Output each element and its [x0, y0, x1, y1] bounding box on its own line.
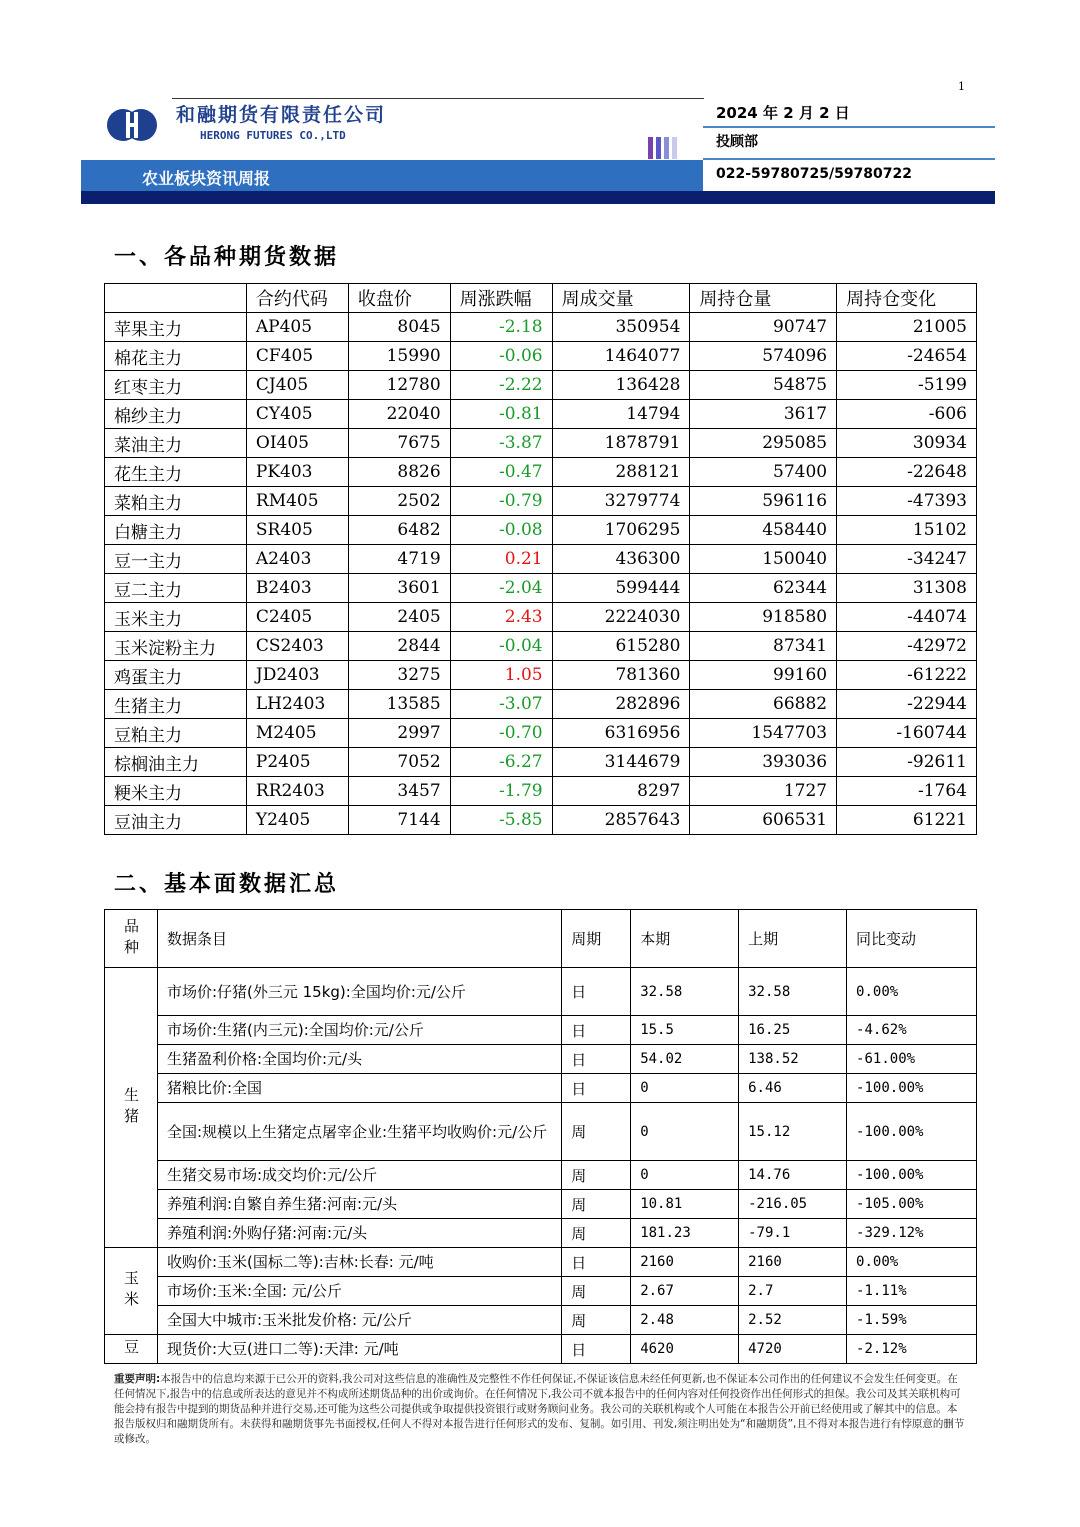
futures-cell: M2405 — [246, 719, 348, 748]
futures-header-cell: 周持仓量 — [690, 284, 837, 313]
futures-cell: -160744 — [837, 719, 977, 748]
fundamentals-cell: 全国大中城市:玉米批发价格: 元/公斤 — [157, 1306, 561, 1335]
fundamentals-table — [104, 909, 977, 1364]
fundamentals-cell: 生猪交易市场:成交均价:元/公斤 — [157, 1161, 561, 1190]
disclaimer-text: 本报告中的信息均来源于已公开的资料,我公司对这些信息的准确性及完整性不作任何保证,不保证该信息未经任何更新,也不保证本公司作出的任何建议不会发生任何变更。在任何情况下,报告中的信息或所表达的意见并不构成所述期货品种的出价或询价。在任何情况下,我公司不就本报告中的任何内容对任何投资作出任何形式的担保。我公司及其关联机构可能会持有报告中提到的期货品种并进行交易,还可能为这些公司提供或争取提供投资银行或财务顾问业务。我公司的关联机构或个人可能在本报告公开前已经使用或了解其中的信息。本报告版权归和融期货所有。未获得和融期货事先书面授权,任何人不得对本报告进行任何形式的发布、复制。如引用、刊发,须注明出处为“和融期货”,且不得对本报告进行有悖原意的删节或修改。 — [114, 1373, 965, 1445]
header-rule-left — [172, 98, 704, 99]
fundamentals-cell: 16.25 — [739, 1016, 847, 1045]
futures-cell: -2.04 — [450, 574, 552, 603]
futures-cell: 6316956 — [552, 719, 690, 748]
fundamentals-cell: 猪粮比价:全国 — [157, 1074, 561, 1103]
futures-cell: 3279774 — [552, 487, 690, 516]
futures-cell: 花生主力 — [105, 458, 247, 487]
fundamentals-cell: 2.48 — [631, 1306, 739, 1335]
variety-cell: 豆 — [105, 1335, 158, 1364]
futures-header-row — [105, 284, 977, 313]
fundamentals-cell: 全国:规模以上生猪定点屠宰企业:生猪平均收购价:元/公斤 — [157, 1103, 561, 1161]
futures-header-cell — [105, 284, 247, 313]
fundamentals-cell: 日 — [562, 1045, 631, 1074]
futures-cell: 3275 — [348, 661, 450, 690]
futures-cell: 2997 — [348, 719, 450, 748]
futures-cell: 红枣主力 — [105, 371, 247, 400]
department: 投顾部 — [716, 134, 758, 150]
futures-header-cell: 周持仓变化 — [837, 284, 977, 313]
futures-cell: 458440 — [690, 516, 837, 545]
futures-cell: 1.05 — [450, 661, 552, 690]
futures-cell: 90747 — [690, 313, 837, 342]
futures-cell: -42972 — [837, 632, 977, 661]
fundamentals-cell: -2.12% — [847, 1335, 977, 1364]
futures-cell: 白糖主力 — [105, 516, 247, 545]
futures-cell: 1464077 — [552, 342, 690, 371]
fundamentals-cell: 2160 — [739, 1248, 847, 1277]
futures-cell: 生猪主力 — [105, 690, 247, 719]
fundamentals-cell: 4620 — [631, 1335, 739, 1364]
fundamentals-cell: 15.12 — [739, 1103, 847, 1161]
futures-cell: 1547703 — [690, 719, 837, 748]
futures-cell: 8297 — [552, 777, 690, 806]
futures-cell: Y2405 — [246, 806, 348, 835]
fundamentals-cell: -61.00% — [847, 1045, 977, 1074]
fundamentals-cell: 周 — [562, 1103, 631, 1161]
futures-cell: 282896 — [552, 690, 690, 719]
header-period: 周期 — [562, 910, 631, 968]
futures-cell: -5.85 — [450, 806, 552, 835]
futures-cell: 436300 — [552, 545, 690, 574]
disclaimer — [114, 1372, 966, 1447]
futures-cell: B2403 — [246, 574, 348, 603]
futures-cell: -24654 — [837, 342, 977, 371]
futures-row — [105, 429, 977, 458]
futures-cell: 15990 — [348, 342, 450, 371]
fundamentals-cell: 2160 — [631, 1248, 739, 1277]
fundamentals-cell: 养殖利润:自繁自养生猪:河南:元/头 — [157, 1190, 561, 1219]
futures-cell: 玉米淀粉主力 — [105, 632, 247, 661]
fundamentals-row — [105, 1306, 977, 1335]
fundamentals-cell: 周 — [562, 1306, 631, 1335]
futures-cell: 2502 — [348, 487, 450, 516]
futures-cell: RM405 — [246, 487, 348, 516]
futures-row — [105, 748, 977, 777]
futures-cell: 288121 — [552, 458, 690, 487]
futures-cell: CY405 — [246, 400, 348, 429]
futures-cell: 54875 — [690, 371, 837, 400]
futures-cell: 6482 — [348, 516, 450, 545]
futures-cell: 599444 — [552, 574, 690, 603]
header-rule-right-2 — [703, 158, 995, 160]
futures-cell: -44074 — [837, 603, 977, 632]
section-2-title: 二、基本面数据汇总 — [114, 871, 340, 897]
fundamentals-cell: -79.1 — [739, 1219, 847, 1248]
disclaimer-label: 重要声明: — [114, 1373, 161, 1385]
fundamentals-row — [105, 1103, 977, 1161]
futures-cell: 棉花主力 — [105, 342, 247, 371]
futures-row — [105, 516, 977, 545]
fundamentals-cell: 日 — [562, 1016, 631, 1045]
report-title: 农业板块资讯周报 — [142, 169, 271, 188]
fundamentals-header-row — [105, 910, 977, 968]
fundamentals-cell: 14.76 — [739, 1161, 847, 1190]
fundamentals-cell: 2.67 — [631, 1277, 739, 1306]
futures-cell: 295085 — [690, 429, 837, 458]
futures-cell: PK403 — [246, 458, 348, 487]
fundamentals-cell: 138.52 — [739, 1045, 847, 1074]
futures-cell: 2405 — [348, 603, 450, 632]
fundamentals-row — [105, 1074, 977, 1103]
phone-number: 022-59780725/59780722 — [716, 166, 913, 182]
fundamentals-cell: 0 — [631, 1074, 739, 1103]
futures-cell: C2405 — [246, 603, 348, 632]
fundamentals-row — [105, 1016, 977, 1045]
futures-cell: -0.08 — [450, 516, 552, 545]
futures-cell: 606531 — [690, 806, 837, 835]
futures-row — [105, 545, 977, 574]
futures-cell: 574096 — [690, 342, 837, 371]
futures-cell: -22648 — [837, 458, 977, 487]
futures-cell: 2.43 — [450, 603, 552, 632]
fundamentals-cell: 6.46 — [739, 1074, 847, 1103]
variety-cell: 玉米 — [105, 1248, 158, 1335]
futures-table — [104, 283, 977, 835]
fundamentals-cell: 生猪盈利价格:全国均价:元/头 — [157, 1045, 561, 1074]
futures-row — [105, 574, 977, 603]
futures-cell: -1764 — [837, 777, 977, 806]
futures-cell: -1.79 — [450, 777, 552, 806]
fundamentals-cell: 54.02 — [631, 1045, 739, 1074]
futures-cell: 66882 — [690, 690, 837, 719]
fundamentals-cell: 日 — [562, 1074, 631, 1103]
fundamentals-cell: 周 — [562, 1277, 631, 1306]
futures-cell: 15102 — [837, 516, 977, 545]
fundamentals-row — [105, 1045, 977, 1074]
fundamentals-cell: 0.00% — [847, 968, 977, 1016]
futures-cell: 1706295 — [552, 516, 690, 545]
header-current: 本期 — [631, 910, 739, 968]
futures-cell: -606 — [837, 400, 977, 429]
futures-row — [105, 777, 977, 806]
fundamentals-cell: 现货价:大豆(进口二等):天津: 元/吨 — [157, 1335, 561, 1364]
futures-cell: 62344 — [690, 574, 837, 603]
fundamentals-cell: 周 — [562, 1161, 631, 1190]
futures-cell: 21005 — [837, 313, 977, 342]
futures-cell: -47393 — [837, 487, 977, 516]
fundamentals-cell: -100.00% — [847, 1103, 977, 1161]
company-name-en: HERONG FUTURES CO.,LTD — [200, 129, 346, 142]
futures-cell: -0.79 — [450, 487, 552, 516]
futures-cell: 781360 — [552, 661, 690, 690]
futures-cell: -0.81 — [450, 400, 552, 429]
fundamentals-cell: -100.00% — [847, 1074, 977, 1103]
futures-cell: OI405 — [246, 429, 348, 458]
futures-cell: 596116 — [690, 487, 837, 516]
futures-cell: 豆粕主力 — [105, 719, 247, 748]
futures-cell: 14794 — [552, 400, 690, 429]
futures-cell: 玉米主力 — [105, 603, 247, 632]
fundamentals-cell: 市场价:玉米:全国: 元/公斤 — [157, 1277, 561, 1306]
futures-cell: 2857643 — [552, 806, 690, 835]
fundamentals-row — [105, 1248, 977, 1277]
header-change: 同比变动 — [847, 910, 977, 968]
futures-cell: 1727 — [690, 777, 837, 806]
futures-cell: CS2403 — [246, 632, 348, 661]
header-variety: 品种 — [105, 910, 158, 968]
futures-row — [105, 487, 977, 516]
section-1-title: 一、各品种期货数据 — [114, 244, 340, 270]
company-logo — [106, 108, 158, 142]
fundamentals-cell: 市场价:仔猪(外三元 15kg):全国均价:元/公斤 — [157, 968, 561, 1016]
futures-cell: 豆油主力 — [105, 806, 247, 835]
futures-cell: 57400 — [690, 458, 837, 487]
futures-cell: -0.04 — [450, 632, 552, 661]
futures-row — [105, 632, 977, 661]
futures-header-cell: 合约代码 — [246, 284, 348, 313]
futures-cell: CJ405 — [246, 371, 348, 400]
futures-cell: 99160 — [690, 661, 837, 690]
futures-cell: 粳米主力 — [105, 777, 247, 806]
futures-cell: 棕榈油主力 — [105, 748, 247, 777]
futures-row — [105, 603, 977, 632]
futures-cell: 7052 — [348, 748, 450, 777]
futures-cell: 918580 — [690, 603, 837, 632]
fundamentals-cell: -100.00% — [847, 1161, 977, 1190]
report-date: 2024 年 2 月 2 日 — [716, 104, 850, 122]
futures-cell: 3617 — [690, 400, 837, 429]
futures-cell: 136428 — [552, 371, 690, 400]
header-item: 数据条目 — [157, 910, 561, 968]
futures-cell: LH2403 — [246, 690, 348, 719]
futures-cell: 87341 — [690, 632, 837, 661]
fundamentals-cell: 周 — [562, 1190, 631, 1219]
futures-cell: -92611 — [837, 748, 977, 777]
fundamentals-cell: 2.52 — [739, 1306, 847, 1335]
fundamentals-row — [105, 1219, 977, 1248]
company-name-cn: 和融期货有限责任公司 — [176, 104, 387, 126]
fundamentals-cell: 日 — [562, 968, 631, 1016]
fundamentals-cell: -105.00% — [847, 1190, 977, 1219]
futures-cell: JD2403 — [246, 661, 348, 690]
futures-cell: 8045 — [348, 313, 450, 342]
futures-cell: 30934 — [837, 429, 977, 458]
fundamentals-cell: 10.81 — [631, 1190, 739, 1219]
futures-cell: 615280 — [552, 632, 690, 661]
fundamentals-row — [105, 1190, 977, 1219]
futures-row — [105, 400, 977, 429]
fundamentals-row — [105, 968, 977, 1016]
futures-cell: 3601 — [348, 574, 450, 603]
futures-cell: 0.21 — [450, 545, 552, 574]
fundamentals-cell: 181.23 — [631, 1219, 739, 1248]
fundamentals-cell: 4720 — [739, 1335, 847, 1364]
header-previous: 上期 — [739, 910, 847, 968]
futures-cell: 鸡蛋主力 — [105, 661, 247, 690]
futures-cell: -0.70 — [450, 719, 552, 748]
fundamentals-cell: 2.7 — [739, 1277, 847, 1306]
futures-row — [105, 661, 977, 690]
futures-cell: 8826 — [348, 458, 450, 487]
futures-cell: 2224030 — [552, 603, 690, 632]
futures-cell: -34247 — [837, 545, 977, 574]
fundamentals-cell: 15.5 — [631, 1016, 739, 1045]
fundamentals-row — [105, 1277, 977, 1306]
futures-cell: AP405 — [246, 313, 348, 342]
futures-cell: 棉纱主力 — [105, 400, 247, 429]
futures-row — [105, 342, 977, 371]
futures-cell: 7144 — [348, 806, 450, 835]
futures-row — [105, 719, 977, 748]
fundamentals-cell: 周 — [562, 1219, 631, 1248]
futures-header-cell: 周成交量 — [552, 284, 690, 313]
futures-row — [105, 806, 977, 835]
futures-cell: 350954 — [552, 313, 690, 342]
futures-cell: CF405 — [246, 342, 348, 371]
futures-cell: -2.18 — [450, 313, 552, 342]
futures-cell: 2844 — [348, 632, 450, 661]
fundamentals-cell: 32.58 — [739, 968, 847, 1016]
futures-cell: -3.07 — [450, 690, 552, 719]
fundamentals-row — [105, 1161, 977, 1190]
futures-cell: 61221 — [837, 806, 977, 835]
futures-cell: 150040 — [690, 545, 837, 574]
fundamentals-cell: 市场价:生猪(内三元):全国均价:元/公斤 — [157, 1016, 561, 1045]
header-rule-right-1 — [703, 126, 995, 128]
futures-cell: 1878791 — [552, 429, 690, 458]
futures-cell: 7675 — [348, 429, 450, 458]
fundamentals-cell: -4.62% — [847, 1016, 977, 1045]
futures-row — [105, 313, 977, 342]
futures-cell: -2.22 — [450, 371, 552, 400]
fundamentals-cell: 日 — [562, 1335, 631, 1364]
futures-cell: -61222 — [837, 661, 977, 690]
fundamentals-cell: -216.05 — [739, 1190, 847, 1219]
futures-cell: -0.06 — [450, 342, 552, 371]
futures-cell: -3.87 — [450, 429, 552, 458]
futures-cell: 菜油主力 — [105, 429, 247, 458]
futures-cell: 31308 — [837, 574, 977, 603]
fundamentals-row — [105, 1335, 977, 1364]
futures-row — [105, 371, 977, 400]
futures-cell: RR2403 — [246, 777, 348, 806]
futures-cell: A2403 — [246, 545, 348, 574]
header-bottom-bar — [81, 191, 995, 204]
futures-cell: 3457 — [348, 777, 450, 806]
fundamentals-cell: 0.00% — [847, 1248, 977, 1277]
futures-cell: 3144679 — [552, 748, 690, 777]
futures-cell: 苹果主力 — [105, 313, 247, 342]
fundamentals-cell: 32.58 — [631, 968, 739, 1016]
variety-cell: 生猪 — [105, 968, 158, 1248]
futures-cell: 菜粕主力 — [105, 487, 247, 516]
futures-cell: -6.27 — [450, 748, 552, 777]
fundamentals-cell: 收购价:玉米(国标二等):吉林:长春: 元/吨 — [157, 1248, 561, 1277]
futures-cell: SR405 — [246, 516, 348, 545]
fundamentals-cell: 0 — [631, 1103, 739, 1161]
futures-cell: -0.47 — [450, 458, 552, 487]
fundamentals-cell: -1.59% — [847, 1306, 977, 1335]
futures-header-cell: 周涨跌幅 — [450, 284, 552, 313]
futures-header-cell: 收盘价 — [348, 284, 450, 313]
futures-cell: 4719 — [348, 545, 450, 574]
decorative-bars — [648, 137, 680, 159]
fundamentals-cell: 养殖利润:外购仔猪:河南:元/头 — [157, 1219, 561, 1248]
fundamentals-cell: 0 — [631, 1161, 739, 1190]
futures-cell: 393036 — [690, 748, 837, 777]
futures-cell: 豆一主力 — [105, 545, 247, 574]
page-number: 1 — [958, 80, 965, 93]
futures-row — [105, 458, 977, 487]
futures-cell: 豆二主力 — [105, 574, 247, 603]
fundamentals-cell: -1.11% — [847, 1277, 977, 1306]
futures-cell: P2405 — [246, 748, 348, 777]
futures-cell: 13585 — [348, 690, 450, 719]
futures-cell: -5199 — [837, 371, 977, 400]
fundamentals-cell: 日 — [562, 1248, 631, 1277]
futures-cell: -22944 — [837, 690, 977, 719]
futures-cell: 12780 — [348, 371, 450, 400]
futures-cell: 22040 — [348, 400, 450, 429]
futures-row — [105, 690, 977, 719]
fundamentals-cell: -329.12% — [847, 1219, 977, 1248]
